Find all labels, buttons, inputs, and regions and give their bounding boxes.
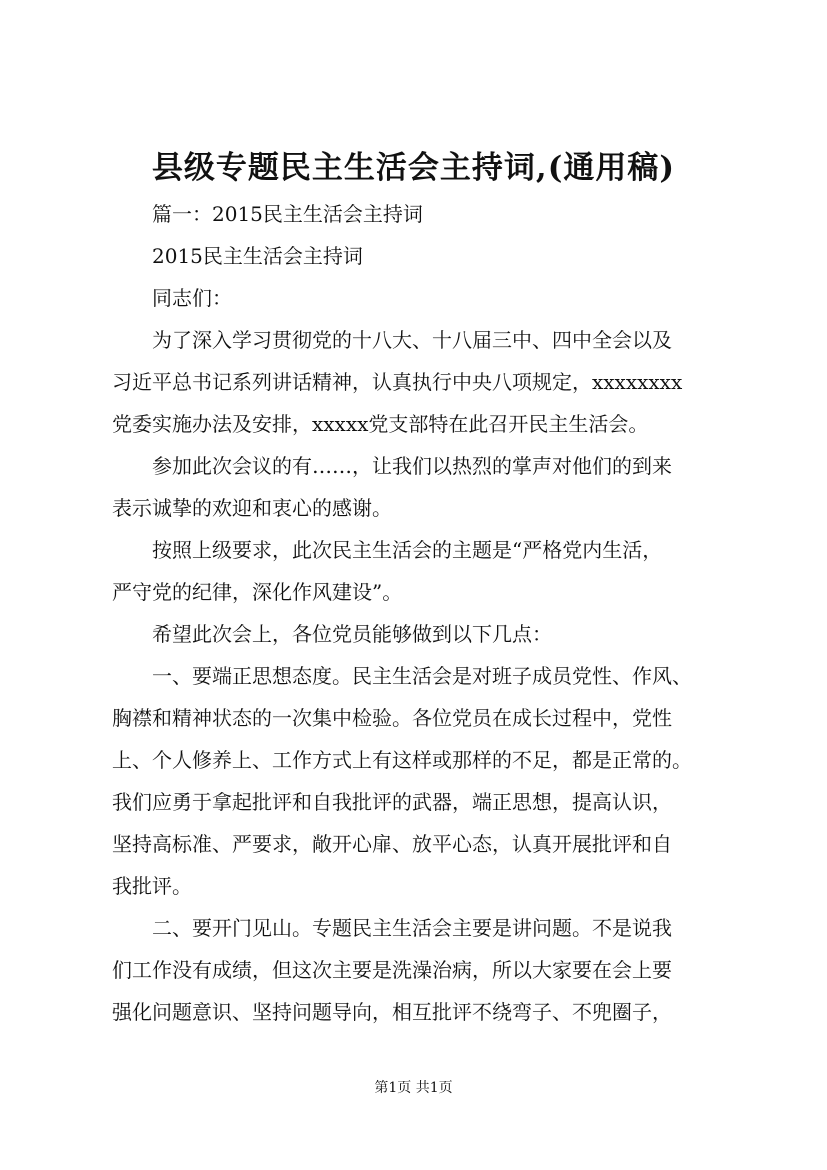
body-line: 我们应勇于拿起批评和自我批评的武器，端正思想，提高认识， (112, 790, 672, 814)
body-line: 胸襟和精神状态的一次集中检验。各位党员在成长过程中，党性 (112, 706, 672, 730)
body-line: 习近平总书记系列讲话精神，认真执行中央八项规定，xxxxxxxx (112, 370, 683, 394)
body-line: 2015民主生活会主持词 (112, 244, 363, 268)
body-line: 们工作没有成绩，但这次主要是洗澡治病，所以大家要在会上要 (112, 958, 672, 982)
body-line: 按照上级要求，此次民主生活会的主题是“严格党内生活， (112, 538, 663, 562)
body-line: 坚持高标准、严要求，敞开心扉、放平心态，认真开展批评和自 (112, 832, 672, 856)
body-line: 表示诚挚的欢迎和衷心的感谢。 (112, 496, 392, 520)
body-line: 希望此次会上，各位党员能够做到以下几点： (112, 622, 552, 646)
body-line: 一、要端正思想态度。民主生活会是对班子成员党性、作风、 (112, 664, 692, 688)
body-line: 篇一：2015民主生活会主持词 (112, 202, 423, 226)
document-body (112, 193, 726, 1033)
body-line: 为了深入学习贯彻党的十八大、十八届三中、四中全会以及 (112, 328, 672, 352)
body-line: 我批评。 (112, 874, 192, 898)
body-line: 二、要开门见山。专题民主生活会主要是讲问题。不是说我 (112, 916, 672, 940)
body-line: 参加此次会议的有……，让我们以热烈的掌声对他们的到来 (112, 454, 672, 478)
body-line: 严守党的纪律，深化作风建设”。 (112, 580, 403, 604)
body-line: 上、个人修养上、工作方式上有这样或那样的不足，都是正常的。 (112, 748, 692, 772)
body-line: 党委实施办法及安排，xxxxx党支部特在此召开民主生活会。 (112, 412, 649, 436)
body-line: 同志们： (112, 286, 232, 310)
body-line: 强化问题意识、坚持问题导向，相互批评不绕弯子、不兜圈子， (112, 1000, 672, 1024)
page-footer: 第1页 共1页 (374, 1080, 453, 1096)
document-title: 县级专题民主生活会主持词,(通用稿) (151, 150, 676, 186)
